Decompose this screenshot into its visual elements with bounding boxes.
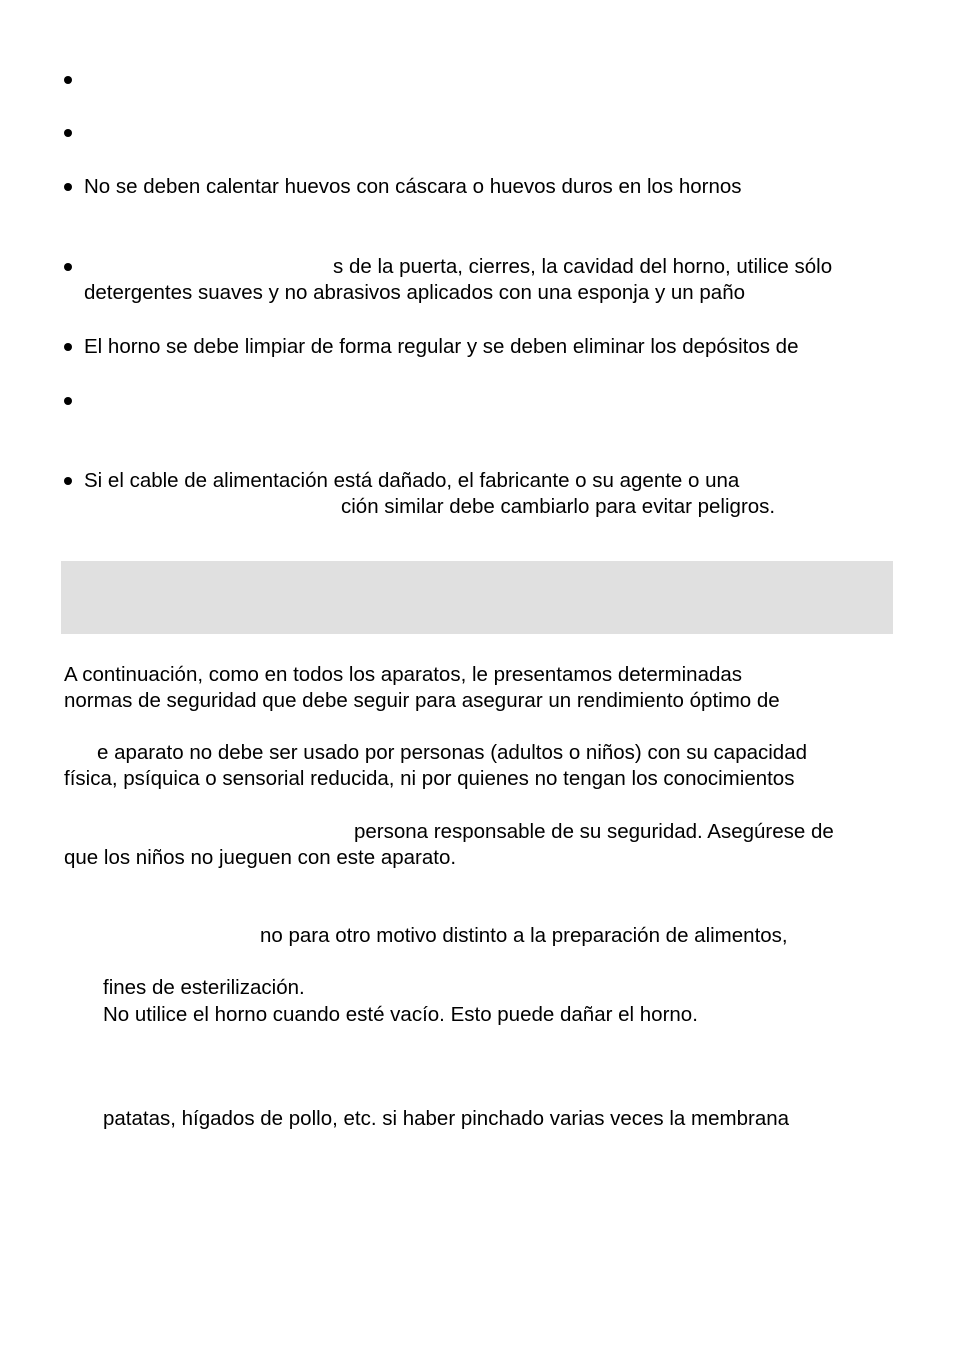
bullet-dot-1 xyxy=(64,76,72,84)
bullet-dot-6 xyxy=(64,397,72,405)
intro-line-1: A continuación, como en todos los aparatos, le presentamos determinadas xyxy=(64,663,743,686)
bullet-text-4-line-1: s de la puerta, cierres, la cavidad del horno, utilice sólo xyxy=(333,255,833,278)
paragraph-2-line-2: física, psíquica o sensorial reducida, ni por quienes no tengan los conocimientos xyxy=(64,767,795,790)
item-sterilization: fines de esterilización. xyxy=(103,976,305,999)
bullet-dot-7 xyxy=(64,477,72,485)
bullet-text-7-line-2: ción similar debe cambiarlo para evitar peligros. xyxy=(341,495,776,518)
paragraph-3-line-1: persona responsable de su seguridad. Asegúrese de xyxy=(354,820,834,843)
bullet-dot-3 xyxy=(64,183,72,191)
paragraph-4-line-1: no para otro motivo distinto a la preparación de alimentos, xyxy=(260,924,788,947)
bullet-dot-4 xyxy=(64,263,72,271)
paragraph-2-line-1: e aparato no debe ser usado por personas (adultos o niños) con su capacidad xyxy=(97,741,808,764)
section-header-banner xyxy=(61,561,893,634)
bullet-text-7-line-1: Si el cable de alimentación está dañado, el fabricante o su agente o una xyxy=(84,469,740,492)
bullet-text-4-line-2: detergentes suaves y no abrasivos aplicados con una esponja y un paño xyxy=(84,281,746,304)
item-membrane: patatas, hígados de pollo, etc. si haber pinchado varias veces la membrana xyxy=(103,1107,790,1130)
bullet-text-5-line-1: El horno se debe limpiar de forma regular y se deben eliminar los depósitos de xyxy=(84,335,799,358)
paragraph-3-line-2: que los niños no jueguen con este aparato. xyxy=(64,846,457,869)
intro-line-2: normas de seguridad que debe seguir para asegurar un rendimiento óptimo de xyxy=(64,689,780,712)
bullet-dot-2 xyxy=(64,129,72,137)
bullet-dot-5 xyxy=(64,343,72,351)
bullet-text-3-line-1: No se deben calentar huevos con cáscara o huevos duros en los hornos xyxy=(84,175,742,198)
item-empty-oven: No utilice el horno cuando esté vacío. Esto puede dañar el horno. xyxy=(103,1003,698,1026)
